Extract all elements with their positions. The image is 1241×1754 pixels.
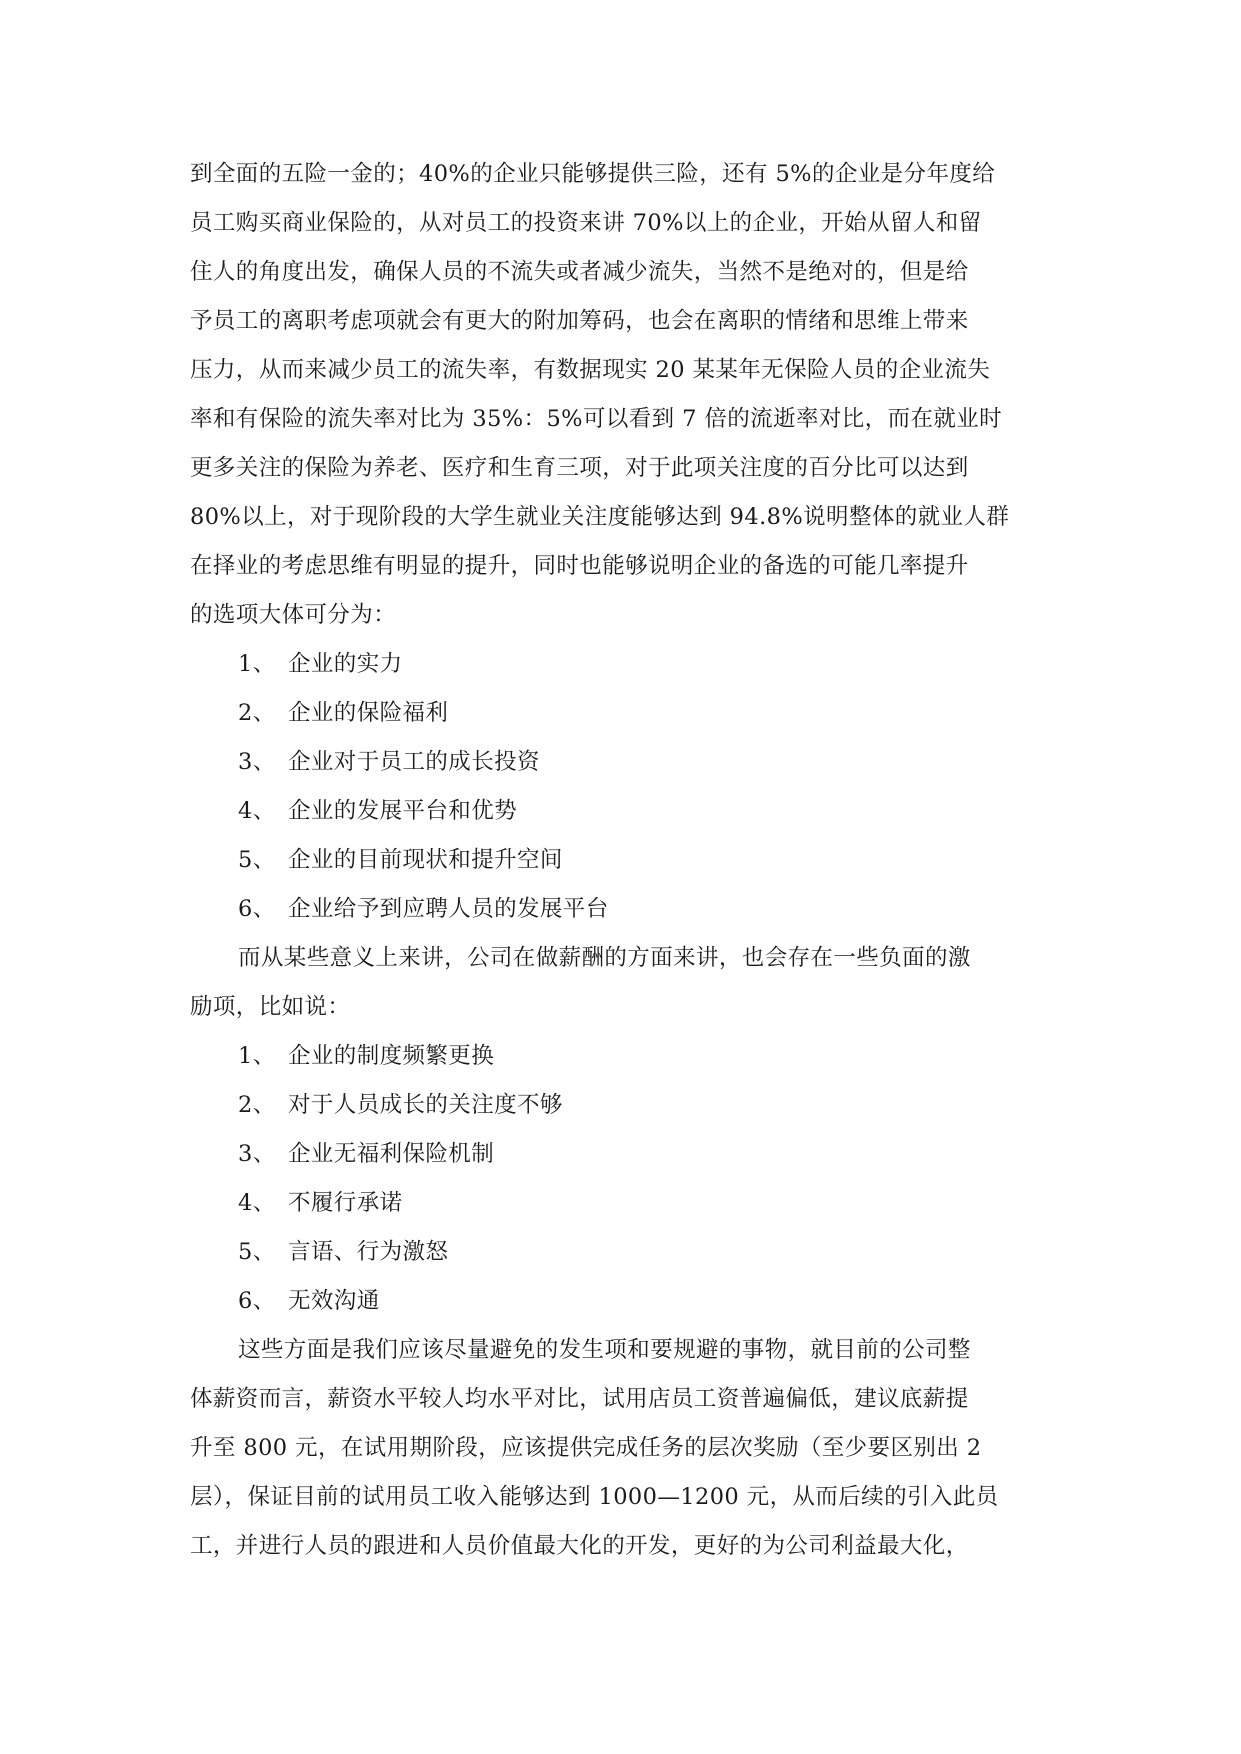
list-item-text: 言语、行为激怒 — [288, 1239, 449, 1265]
list-item-text: 不履行承诺 — [288, 1190, 403, 1216]
paragraph-line: 在择业的考虑思维有明显的提升，同时也能够说明企业的备选的可能几率提升 — [190, 553, 969, 579]
list-item-text: 企业的目前现状和提升空间 — [288, 847, 563, 873]
list-item-number: 5、 — [238, 847, 276, 873]
paragraph-line: 压力，从而来减少员工的流失率，有数据现实 20 某某年无保险人员的企业流失 — [190, 357, 991, 383]
list-item-text: 无效沟通 — [288, 1288, 380, 1314]
paragraph-line: 这些方面是我们应该尽量避免的发生项和要规避的事物，就目前的公司整 — [238, 1337, 971, 1363]
list-item — [190, 836, 1058, 885]
list-item-number: 2、 — [238, 700, 276, 726]
paragraph-negative-incentives — [190, 934, 1058, 1032]
list-item — [190, 787, 1058, 836]
list-item-text: 企业的发展平台和优势 — [288, 798, 518, 824]
list-item-number: 1、 — [238, 1043, 276, 1069]
list-item-text: 企业的制度频繁更换 — [288, 1043, 495, 1069]
list-item — [190, 1277, 1058, 1326]
paragraph-line: 予员工的离职考虑项就会有更大的附加筹码，也会在离职的情绪和思维上带来 — [190, 308, 969, 334]
paragraph-salary-suggestion — [190, 1326, 1058, 1571]
document-body — [190, 150, 1058, 1571]
list-item — [190, 1179, 1058, 1228]
list-item-number: 3、 — [238, 1141, 276, 1167]
list-item-number: 6、 — [238, 1288, 276, 1314]
list-item — [190, 1228, 1058, 1277]
list-item — [190, 738, 1058, 787]
paragraph-line: 到全面的五险一金的；40%的企业只能够提供三险，还有 5%的企业是分年度给 — [190, 161, 996, 187]
list-item-number: 2、 — [238, 1092, 276, 1118]
paragraph-line: 的选项大体可分为： — [190, 602, 397, 628]
list-item — [190, 885, 1058, 934]
list-item-number: 4、 — [238, 798, 276, 824]
paragraph-line: 工，并进行人员的跟进和人员价值最大化的开发，更好的为公司利益最大化， — [190, 1533, 969, 1559]
paragraph-line: 升至 800 元，在试用期阶段，应该提供完成任务的层次奖励（至少要区别出 2 — [190, 1435, 982, 1461]
list-item — [190, 1032, 1058, 1081]
paragraph-insurance-analysis — [190, 150, 1058, 640]
paragraph-line: 体薪资而言，薪资水平较人均水平对比，试用店员工资普遍偏低，建议底薪提 — [190, 1386, 969, 1412]
list-negative-factors — [190, 1032, 1058, 1326]
list-item — [190, 640, 1058, 689]
list-item-text: 企业给予到应聘人员的发展平台 — [288, 896, 609, 922]
paragraph-line: 80%以上，对于现阶段的大学生就业关注度能够达到 94.8%说明整体的就业人群 — [190, 504, 1010, 530]
list-item-number: 3、 — [238, 749, 276, 775]
list-item-number: 1、 — [238, 651, 276, 677]
list-item-text: 企业无福利保险机制 — [288, 1141, 495, 1167]
paragraph-line: 励项，比如说： — [190, 994, 351, 1020]
list-selection-factors — [190, 640, 1058, 934]
list-item-number: 5、 — [238, 1239, 276, 1265]
paragraph-line: 更多关注的保险为养老、医疗和生育三项，对于此项关注度的百分比可以达到 — [190, 455, 969, 481]
paragraph-line: 而从某些意义上来讲，公司在做薪酬的方面来讲，也会存在一些负面的激 — [238, 945, 971, 971]
paragraph-line: 率和有保险的流失率对比为 35%：5%可以看到 7 倍的流逝率对比，而在就业时 — [190, 406, 1003, 432]
list-item-text: 对于人员成长的关注度不够 — [288, 1092, 563, 1118]
list-item — [190, 689, 1058, 738]
list-item-text: 企业的保险福利 — [288, 700, 449, 726]
paragraph-line: 员工购买商业保险的，从对员工的投资来讲 70%以上的企业，开始从留人和留 — [190, 210, 982, 236]
list-item-number: 4、 — [238, 1190, 276, 1216]
list-item-text: 企业对于员工的成长投资 — [288, 749, 540, 775]
list-item-number: 6、 — [238, 896, 276, 922]
paragraph-line: 层），保证目前的试用员工收入能够达到 1000—1200 元，从而后续的引入此员 — [190, 1484, 999, 1510]
list-item-text: 企业的实力 — [288, 651, 403, 677]
list-item — [190, 1130, 1058, 1179]
list-item — [190, 1081, 1058, 1130]
paragraph-line: 住人的角度出发，确保人员的不流失或者减少流失，当然不是绝对的，但是给 — [190, 259, 969, 285]
